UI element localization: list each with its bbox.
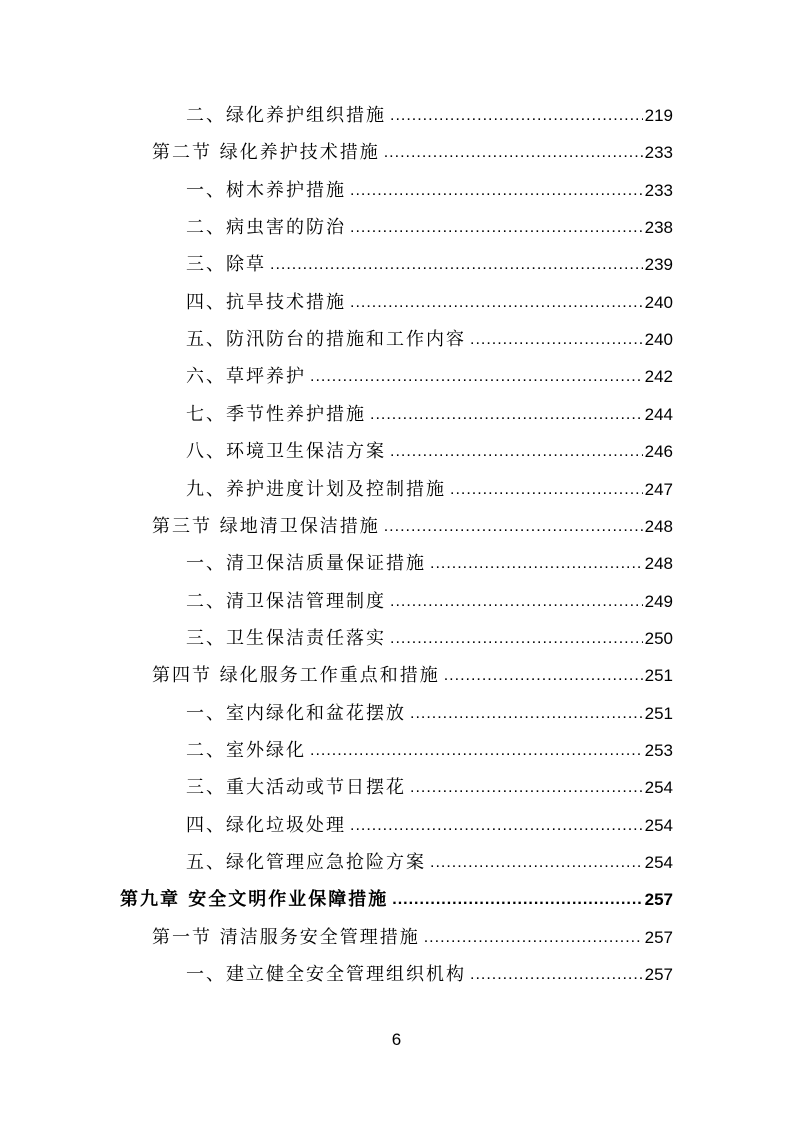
toc-entry-page: 254 (644, 815, 673, 835)
toc-item-entry[interactable] (186, 325, 673, 355)
toc-leader-dots (350, 288, 643, 318)
toc-section-entry[interactable] (152, 138, 673, 168)
toc-item-entry[interactable] (186, 811, 673, 841)
toc-entry-page: 233 (644, 143, 673, 163)
toc-leader-dots (392, 885, 642, 915)
toc-leader-dots (410, 773, 643, 803)
toc-item-entry[interactable] (186, 176, 673, 206)
toc-item-entry[interactable] (186, 549, 673, 579)
toc-entry-title: 六、草坪养护 (186, 366, 306, 388)
toc-item-entry[interactable] (186, 101, 673, 131)
toc-section-entry[interactable] (152, 512, 673, 542)
toc-leader-dots (390, 101, 643, 131)
toc-leader-dots (350, 811, 643, 841)
toc-leader-dots (410, 699, 643, 729)
toc-item-entry[interactable] (186, 587, 673, 617)
toc-leader-dots (370, 400, 643, 430)
toc-entry-title: 八、环境卫生保洁方案 (186, 441, 386, 463)
toc-item-entry[interactable] (186, 213, 673, 243)
toc-leader-dots (384, 512, 643, 542)
toc-entry-title: 一、室内绿化和盆花摆放 (186, 702, 406, 724)
toc-entry-title: 第四节 绿化服务工作重点和措施 (152, 665, 440, 687)
toc-leader-dots (270, 250, 643, 280)
toc-entry-page: 233 (644, 180, 673, 200)
toc-entry-title: 第九章 安全文明作业保障措施 (120, 889, 389, 911)
toc-leader-dots (310, 736, 643, 766)
toc-entry-page: 253 (644, 740, 673, 760)
toc-entry-page: 254 (644, 853, 673, 872)
toc-entry-title: 一、清卫保洁质量保证措施 (186, 553, 426, 575)
toc-entry-title: 二、病虫害的防治 (186, 217, 346, 239)
toc-entry-title: 四、绿化垃圾处理 (186, 814, 346, 836)
toc-item-entry[interactable] (186, 736, 673, 766)
toc-entry-page: 219 (644, 106, 673, 125)
toc-entry-page: 240 (644, 330, 673, 350)
toc-entry-title: 四、抗旱技术措施 (186, 291, 346, 313)
toc-entry-page: 242 (644, 367, 673, 387)
toc-leader-dots (430, 549, 643, 579)
toc-item-entry[interactable] (186, 288, 673, 318)
toc-entry-title: 二、清卫保洁管理制度 (186, 590, 386, 612)
toc-entry-title: 第二节 绿化养护技术措施 (152, 142, 380, 164)
toc-entry-title: 二、绿化养护组织措施 (186, 105, 386, 126)
toc-entry-title: 一、建立健全安全管理组织机构 (186, 964, 466, 986)
toc-item-entry[interactable] (186, 699, 673, 729)
toc-item-entry[interactable] (186, 475, 673, 505)
toc-leader-dots (470, 960, 643, 990)
toc-entry-title: 五、绿化管理应急抢险方案 (186, 852, 426, 873)
toc-leader-dots (350, 176, 643, 206)
toc-entry-page: 257 (644, 890, 673, 910)
toc-chapter-entry[interactable] (120, 885, 673, 915)
toc-entry-title: 九、养护进度计划及控制措施 (186, 478, 446, 500)
toc-entry-page: 247 (644, 479, 673, 499)
toc-item-entry[interactable] (186, 624, 673, 654)
page-number: 6 (391, 1030, 402, 1049)
toc-leader-dots (424, 923, 643, 953)
toc-entry-title: 三、除草 (186, 254, 266, 276)
toc-entry-page: 240 (644, 292, 673, 312)
toc-entry-page: 246 (644, 442, 673, 462)
toc-leader-dots (350, 213, 643, 243)
toc-leader-dots (390, 624, 643, 654)
toc-entry-title: 二、室外绿化 (186, 739, 306, 761)
toc-entry-page: 250 (644, 628, 673, 648)
toc-entry-page: 244 (644, 404, 673, 424)
toc-entry-page: 238 (644, 218, 673, 238)
toc-entry-title: 第一节 清洁服务安全管理措施 (152, 926, 420, 948)
toc-leader-dots (430, 848, 643, 878)
toc-leader-dots (450, 475, 643, 505)
toc-item-entry[interactable] (186, 400, 673, 430)
toc-entry-page: 257 (644, 927, 673, 947)
toc-item-entry[interactable] (186, 773, 673, 803)
toc-leader-dots (390, 587, 643, 617)
toc-entry-page: 249 (644, 591, 673, 611)
toc-entry-title: 三、重大活动或节日摆花 (186, 777, 406, 799)
toc-entry-page: 248 (644, 516, 673, 536)
toc-entry-title: 第三节 绿地清卫保洁措施 (152, 515, 380, 537)
toc-entry-title: 五、防汛防台的措施和工作内容 (186, 329, 466, 351)
toc-leader-dots (384, 138, 643, 168)
toc-entry-page: 254 (644, 778, 673, 798)
toc-leader-dots (470, 325, 643, 355)
toc-item-entry[interactable] (186, 848, 673, 878)
toc-item-entry[interactable] (186, 960, 673, 990)
toc-entry-page: 248 (644, 554, 673, 574)
toc-entry-page: 251 (644, 703, 673, 723)
toc-item-entry[interactable] (186, 437, 673, 467)
toc-section-entry[interactable] (152, 661, 673, 691)
toc-section-entry[interactable] (152, 923, 673, 953)
toc-entry-title: 三、卫生保洁责任落实 (186, 627, 386, 649)
toc-entry-page: 239 (644, 255, 673, 275)
toc-entry-title: 七、季节性养护措施 (186, 403, 366, 425)
toc-leader-dots (390, 437, 643, 467)
toc-item-entry[interactable] (186, 362, 673, 392)
toc-entry-page: 251 (644, 666, 673, 686)
toc-entry-page: 257 (644, 965, 673, 985)
toc-item-entry[interactable] (186, 250, 673, 280)
toc-leader-dots (444, 661, 643, 691)
toc-leader-dots (310, 362, 643, 392)
toc-entry-title: 一、树木养护措施 (186, 179, 346, 201)
